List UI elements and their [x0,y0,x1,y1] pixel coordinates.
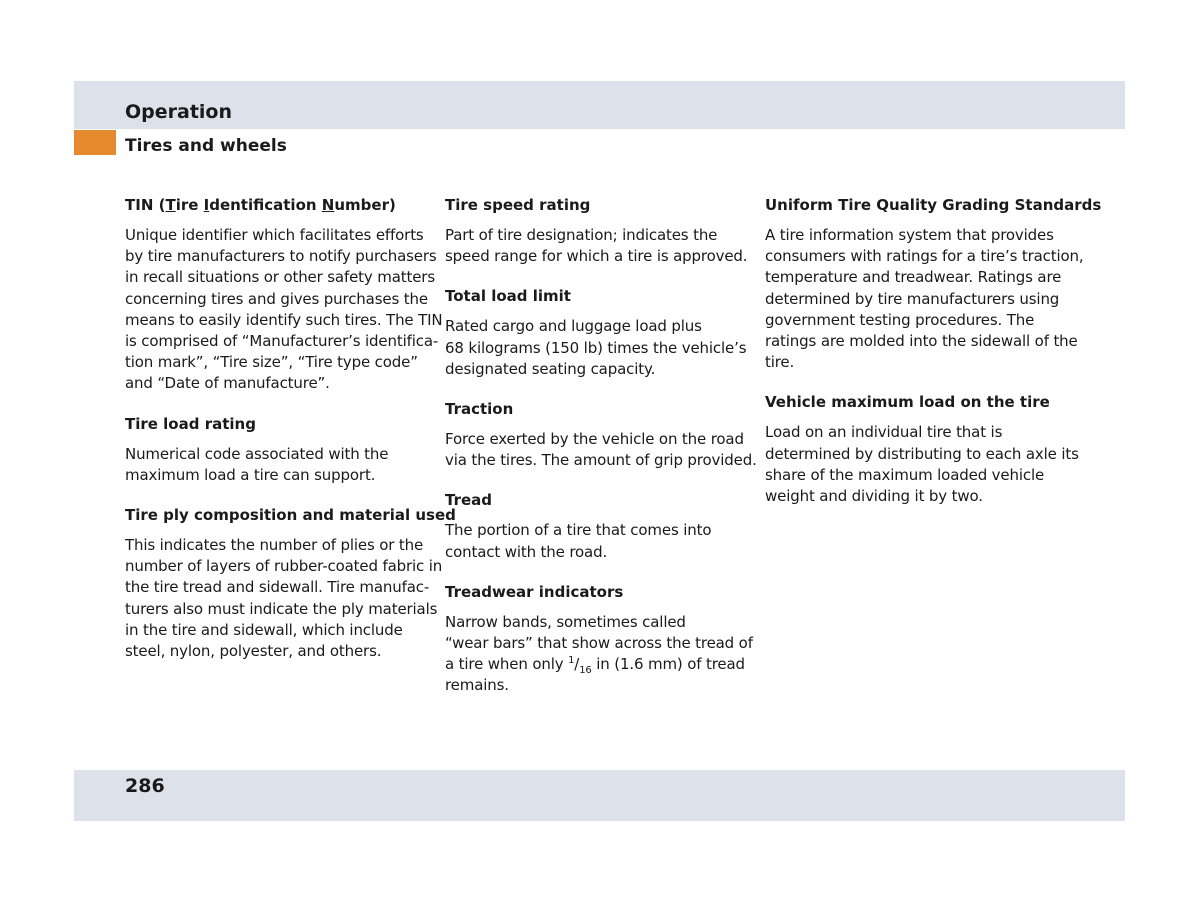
glossary-term: Tread [445,491,493,510]
glossary-term: Treadwear indicators [445,582,624,601]
term-underlined-letter: I [203,196,210,214]
definition-line: via the tires. The amount of grip provided. [445,451,757,470]
glossary-definition [445,316,757,380]
glossary-entry-utqgs [765,195,1102,373]
fraction-text-before: a tire when only [445,655,569,674]
definition-line: contact with the road. [445,542,608,561]
fraction-denominator: 16 [579,665,592,677]
definition-line-fraction [445,654,757,675]
definition-line: turers also must indicate the ply materials [125,599,438,618]
glossary-term: Tire load rating [125,414,256,433]
glossary-entry-vehicle-max-load [765,392,1077,507]
glossary-term: Uniform Tire Quality Grading Standards [765,196,1102,214]
glossary-definition [125,225,443,395]
definition-line: tion mark”, “Tire size”, “Tire type code” [125,353,418,372]
glossary-entry-tire-ply-composition [125,505,456,662]
fraction-numerator: 1 [568,655,575,667]
definition-line: is comprised of “Manufacturer’s identifica- [125,332,439,351]
definition-line: tire. [765,353,795,372]
term-underlined-letter: N [321,196,335,214]
term-underlined-letter: T [165,196,176,214]
section-accent-marker [74,130,116,155]
definition-line: “wear bars” that show across the tread of [445,634,753,653]
definition-line: determined by tire manufacturers using [765,289,1060,308]
definition-line: by tire manufacturers to notify purchasers [125,247,437,266]
glossary-term: Tire speed rating [445,196,591,214]
definition-line: Numerical code associated with the [125,444,389,463]
definition-line: Unique identifier which facilitates efforts [125,226,424,244]
glossary-definition [125,535,443,662]
definition-line: ratings are molded into the sidewall of the [765,332,1078,351]
glossary-term: Vehicle maximum load on the tire [765,393,1050,412]
definition-line: share of the maximum loaded vehicle [765,465,1045,484]
definition-line: Force exerted by the vehicle on the road [445,430,744,449]
column-3 [765,195,1102,526]
fraction-text-after: in (1.6 mm) of tread [591,655,745,674]
glossary-term: Tire ply composition and material used [125,506,456,525]
glossary-definition [445,429,757,471]
glossary-term [125,195,437,216]
glossary-term: Traction [445,400,514,419]
term-text: TIN ( [125,196,166,214]
column-1 [125,195,456,681]
definition-line: A tire information system that provides [765,226,1054,244]
subsection-title: Tires and wheels [125,136,287,156]
glossary-entry-tire-load-rating [125,414,437,486]
section-title: Operation [125,101,233,123]
definition-line: Rated cargo and luggage load plus [445,317,702,336]
glossary-definition [765,422,1077,507]
definition-line: in the tire and sidewall, which include [125,620,403,639]
glossary-definition [765,225,1084,373]
definition-line: the tire tread and sidewall. Tire manufac- [125,578,430,597]
definition-line: means to easily identify such tires. The TIN [125,310,443,329]
definition-line: and “Date of manufacture”. [125,374,330,393]
glossary-definition [125,444,437,486]
definition-line: temperature and treadwear. Ratings are [765,268,1062,287]
term-text: umber) [334,196,396,214]
definition-line: speed range for which a tire is approved. [445,247,748,266]
definition-line: weight and dividing it by two. [765,487,983,506]
definition-line: designated seating capacity. [445,359,656,378]
definition-line: in recall situations or other safety matters [125,268,435,287]
page-number: 286 [125,775,165,797]
definition-line: remains. [445,676,509,695]
glossary-entry-tin [125,195,443,395]
definition-line: steel, nylon, polyester, and others. [125,642,382,661]
term-text: ire [175,196,204,214]
definition-line: concerning tires and gives purchases the [125,289,428,308]
glossary-term: Total load limit [445,287,571,306]
glossary-entry-tire-speed-rating [445,195,757,267]
glossary-entry-tread [445,490,757,562]
column-2 [445,195,757,716]
footer-band [74,770,1125,821]
glossary-definition [445,225,757,267]
definition-line: government testing procedures. The [765,310,1035,329]
definition-line: This indicates the number of plies or the [125,536,424,555]
definition-line: maximum load a tire can support. [125,465,376,484]
glossary-definition [445,520,757,562]
definition-line: consumers with ratings for a tire’s traction, [765,247,1084,266]
glossary-entry-traction [445,399,757,471]
glossary-entry-total-load-limit [445,286,757,380]
definition-line: Part of tire designation; indicates the [445,226,718,244]
definition-line: 68 kilograms (150 lb) times the vehicle’s [445,338,747,357]
definition-line: Narrow bands, sometimes called [445,612,686,631]
term-text: dentification [209,196,322,214]
definition-line: The portion of a tire that comes into [445,521,712,540]
glossary-entry-treadwear-indicators [445,582,757,697]
definition-line: Load on an individual tire that is [765,423,1003,442]
glossary-definition [445,612,757,697]
fraction-slash: / [574,655,580,674]
definition-line: determined by distributing to each axle its [765,444,1079,463]
definition-line: number of layers of rubber-coated fabric in [125,557,443,576]
